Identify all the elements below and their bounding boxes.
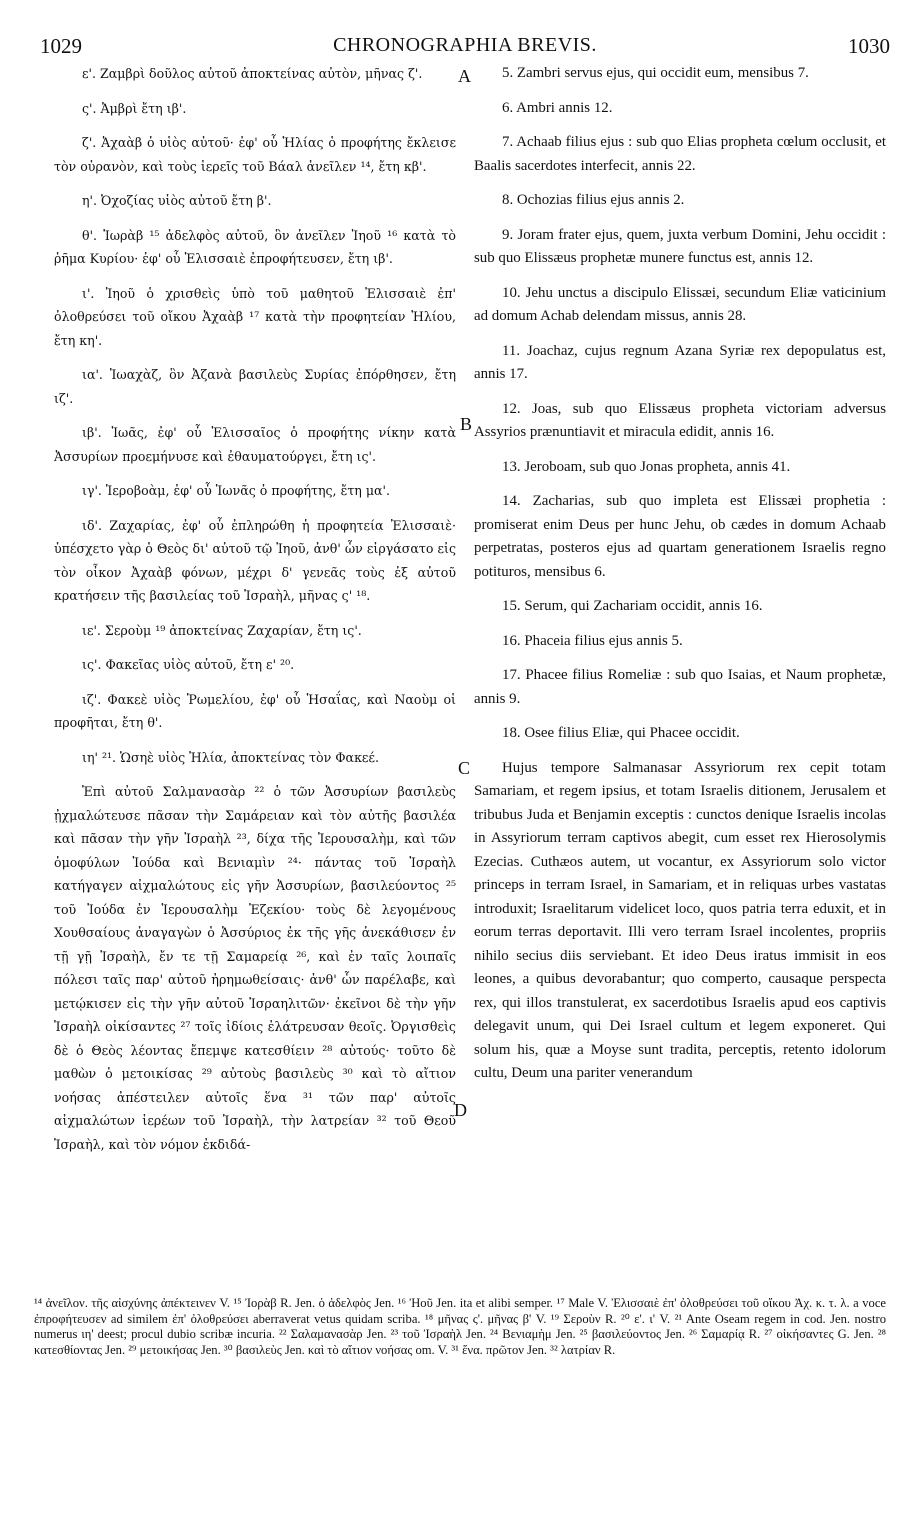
greek-entry-15: ιε'. Σεροὺμ ¹⁹ ἀποκτείνας Ζαχαρίαν, ἔτη ις'. [82, 622, 362, 638]
latin-entry-12: 12. Joas, sub quo Elissæus propheta victoriam adversus Assyrios prænuntiavit et miracula edidit, annis 16. [474, 400, 886, 440]
greek-entry-13: ιγ'. Ἱεροβοὰμ, ἐφ' οὗ Ἰωνᾶς ὁ προφήτης, ἔτη μα'. [82, 483, 390, 498]
greek-entry-6: ς'. Ἀμβρὶ ἔτη ιβ'. [82, 100, 187, 116]
greek-entry-11: ια'. Ἰωαχὰζ, ὃν Ἀζανὰ βασιλεὺς Συρίας ἐπόρθησεν, ἔτη ιζ'. [54, 367, 456, 406]
latin-entry-7: 7. Achaab filius ejus : sub quo Elias propheta cœlum occlusit, et Baalis sacerdotes interfecit, annis 22. [474, 134, 886, 174]
running-header [40, 34, 890, 60]
latin-entry-17: 17. Phacee filius Romeliæ : sub quo Isaias, et Naum prophetæ, annis 9. [474, 667, 886, 707]
running-title: CHRONOGRAPHIA BREVIS. [333, 34, 597, 56]
greek-narrative: Ἐπὶ αὐτοῦ Σαλμανασὰρ ²² ὁ τῶν Ἀσσυρίων βασιλεὺς ᾐχμαλώτευσε πᾶσαν τὴν Σαμάρειαν καὶ τὸν αὐτῆς βασιλέα καὶ πᾶσαν τὴν γῆν Ἰσραὴλ ²³, δίχα τῆς Ἱερουσαλὴμ, καὶ τῶν ὁμοφύλων Ἰούδα καὶ Βενιαμὶν ²⁴· πάντας τοῦ Ἰσραὴλ κατήγαγεν αἰχμαλώτους εἰς γῆν Ἀσσυρίων, βασιλεύοντος ²⁵ τοῦ Ἰούδα ἐν Ἱερουσαλὴμ Ἐζεκίου· τοὺς δὲ λεγομένους Χουθσαίους ἀναγαγὼν ὁ Ἀσσύριος ἐκ τῆς γῆς ἀνεκάθισεν ἐν τῇ γῇ Ἰσραὴλ, ἔν τε τῇ Σαμαρείᾳ ²⁶, καὶ ἐν ταῖς λοιπαῖς πόλεσι ταῖς παρ' αὐτοῦ ἠρημωθείσαις· ἀνθ' ὧν παρέλαβε, καὶ μετῴκισεν εἰς τὴν γῆν αὐτοῦ Ἰσραηλιτῶν· ἐκεῖνοι δὲ τὴν γῆν Ἰσραὴλ οἰκίσαντες ²⁷ τοῖς ἰδίοις ἐλάτρευσαν θεοῖς. Ὀργισθεὶς δὲ ὁ Θεὸς λέοντας ἔπεμψε κατεσθίειν ²⁸ αὐτούς· τοῦτο δὲ μαθὼν ὁ μετοικίσας ²⁹ αὐτοὺς βασιλεὺς ³⁰ καὶ τὸ αἴτιον νοήσας ἀπέστειλεν αὐτοῖς ἕνα ³¹ τῶν παρ' αὐτοῖς αἰχμαλώτων ἱερέων τοῦ Ἰσραὴλ, τὴν λατρείαν ³² τοῦ Θεοῦ Ἰσραὴλ, καὶ τὸν νόμον ἐκδιδά- [54, 784, 456, 1152]
page-number-right: 1030 [848, 34, 890, 58]
latin-narrative: Hujus tempore Salmanasar Assyriorum rex cepit totam Samariam, et regem ipsius, et totam Israelis ditionem, Jerusalem et tribubus Juda et Benjamin exceptis : cunctos denique Israelis incolas in Assyriorum terram captivos abegit, cum esset rex Hierosolymis Ezecias. Cuthæos autem, ut vocantur, ex Assyriorum solo victor princeps in terram Israel, in Samariam, et in reliquas urbes vastatas introduxit; Israelitarum videlicet loco, quos patria terra eduxit, et in eorum terras deportavit. Illi vero terram Israel incolentes, propriis nihilo secius diis serviebant. Et ideo Deus iratus immisit in eos leones, a quibus devorabantur; quo comperto, causaque perspecta rex, qui illos transtulerat, ex sacerdotibus Israelis apud eos captivis delegavit unum, qui Dei Israel cultum et legem exponeret. Qui solum his, quæ a Moyse sunt tradita, perceptis, retento idolorum cultu, Deum una pariter venerandum [474, 759, 886, 1081]
latin-entry-5: 5. Zambri servus ejus, qui occidit eum, mensibus 7. [502, 65, 809, 81]
greek-entry-12: ιβ'. Ἰωᾶς, ἐφ' οὗ Ἐλισσαῖος ὁ προφήτης νίκην κατὰ Ἀσσυρίων προεμήνυσε καὶ ἐθαυματούργει, ἔτη ις'. [54, 425, 456, 464]
latin-entry-8: 8. Ochozias filius ejus annis 2. [502, 192, 685, 208]
greek-entry-5: ε'. Ζαμβρὶ δοῦλος αὐτοῦ ἀποκτείνας αὐτὸν, μῆνας ζ'. [82, 66, 423, 81]
greek-entry-16: ις'. Φακεῖας υἱὸς αὐτοῦ, ἔτη ε' ²⁰. [82, 657, 295, 672]
margin-letter-c: C [458, 758, 471, 778]
page-number-left: 1029 [40, 34, 82, 58]
greek-entry-18: ιη' ²¹. Ὡσηὲ υἱὸς Ἠλία, ἀποκτείνας τὸν Φακεέ. [82, 749, 379, 765]
latin-entry-15: 15. Serum, qui Zachariam occidit, annis 16. [502, 598, 763, 614]
latin-entry-11: 11. Joachaz, cujus regnum Azana Syriæ rex depopulatus est, annis 17. [474, 342, 886, 382]
latin-entry-9: 9. Joram frater ejus, quem, juxta verbum Domini, Jehu occidit : sub quo Elissæus prophetæ munere functus est, annis 12. [474, 226, 886, 266]
latin-entry-18: 18. Osee filius Eliæ, qui Phacee occidit. [502, 725, 740, 741]
greek-column [54, 62, 456, 1156]
margin-letter-a: A [458, 66, 471, 86]
margin-letter-d: D [454, 1100, 467, 1120]
greek-entry-14: ιδ'. Ζαχαρίας, ἐφ' οὗ ἐπληρώθη ἡ προφητεία Ἐλισσαιὲ· ὑπέσχετο γὰρ ὁ Θεὸς δι' αὐτοῦ τῷ Ἰηοῦ, ἀνθ' ὧν εἰργάσατο εἰς τὸν οἶκον Ἀχαὰβ φόνων, μέχρι δ' γενεᾶς τοὺς ἐξ αὐτοῦ κρατήσειν τῆς βασιλείας τοῦ Ἰσραὴλ, μῆνας ς' ¹⁸. [54, 517, 456, 603]
greek-entry-17: ιζ'. Φακεὲ υἱὸς Ῥωμελίου, ἐφ' οὗ Ἡσαΐας, καὶ Ναοὺμ οἱ προφῆται, ἔτη θ'. [54, 691, 456, 730]
latin-entry-6: 6. Ambri annis 12. [502, 99, 613, 116]
latin-entry-10: 10. Jehu unctus a discipulo Elissæi, secundum Eliæ vaticinium ad domum Achab delendam missus, annis 28. [474, 284, 886, 324]
latin-entry-13: 13. Jeroboam, sub quo Jonas propheta, annis 41. [502, 458, 791, 475]
greek-entry-9: θ'. Ἰωρὰβ ¹⁵ ἀδελφὸς αὐτοῦ, ὃν ἀνεῖλεν Ἰηοῦ ¹⁶ κατὰ τὸ ῥῆμα Κυρίου· ἐφ' οὗ Ἐλισσαιὲ ἐπροφήτευσεν, ἔτη ιβ'. [54, 227, 456, 266]
greek-entry-7: ζ'. Ἀχαὰβ ὁ υἱὸς αὐτοῦ· ἐφ' οὗ Ἡλίας ὁ προφήτης ἔκλεισε τὸν οὐρανὸν, καὶ τοὺς ἱερεῖς τοῦ Βάαλ ἀνεῖλεν ¹⁴, ἔτη κβ'. [54, 135, 456, 174]
latin-column [474, 62, 886, 1086]
margin-letter-b: B [460, 414, 473, 434]
footnotes: ¹⁴ ἀνεῖλον. τῆς αἰσχύνης ἀπέκτεινεν V. ¹⁵ Ἰορὰβ R. Jen. ὁ ἀδελφὸς Jen. ¹⁶ Ἠοῦ Jen. ita et alibi semper. ¹⁷ Male V. Ἐλισσαιὲ ἐπ' ὀλοθρεύσει τοῦ οἴκου Ἀχ. κ. τ. λ. a voce ἐπροφήτευσεν ad similem ἐπ' ὀλοθρεύσει aberraverat vetus quidam scriba. ¹⁸ μῆνας ς'. μῆνας β' V. ¹⁹ Σεροὺν R. ²⁰ ε'. ι' V. ²¹ Ante Oseam regem in cod. Jen. nostro numerus ιη' deest; procul dubio scribæ incuria. ²² Σαλαμανασὰρ Jen. ²³ τοῦ Ἰσραὴλ Jen. ²⁴ Βενιαμὴμ Jen. ²⁵ βασιλεύοντος Jen. ²⁶ Σαμαρίᾳ R. ²⁷ οἰκήσαντες G. Jen. ²⁸ κατεσθίοντας Jen. ²⁹ μετοικήσας Jen. ³⁰ βασιλεὺς Jen. καὶ τὸ αἴτιον νοήσας om. V. ³¹ ἕνα. πρῶτον Jen. ³² λατρίαν R. [34, 1296, 886, 1357]
latin-entry-16: 16. Phaceia filius ejus annis 5. [502, 632, 683, 649]
latin-entry-14: 14. Zacharias, sub quo impleta est Elissæi prophetia : promiserat enim Deus per hunc Jehu, ob cædes in domum Achaab perpetratas, posteros ejus ad quartam generationem Israelis regno potituros, mensibus 6. [474, 493, 886, 580]
greek-entry-8: η'. Ὀχοζίας υἱὸς αὐτοῦ ἔτη β'. [82, 193, 272, 208]
greek-entry-10: ι'. Ἰηοῦ ὁ χρισθεὶς ὑπὸ τοῦ μαθητοῦ Ἐλισσαιὲ ἐπ' ὀλοθρεύσει τοῦ οἴκου Ἀχαὰβ ¹⁷ κατὰ τὴν προφητείαν Ἡλίου, ἔτη κη'. [54, 285, 456, 348]
